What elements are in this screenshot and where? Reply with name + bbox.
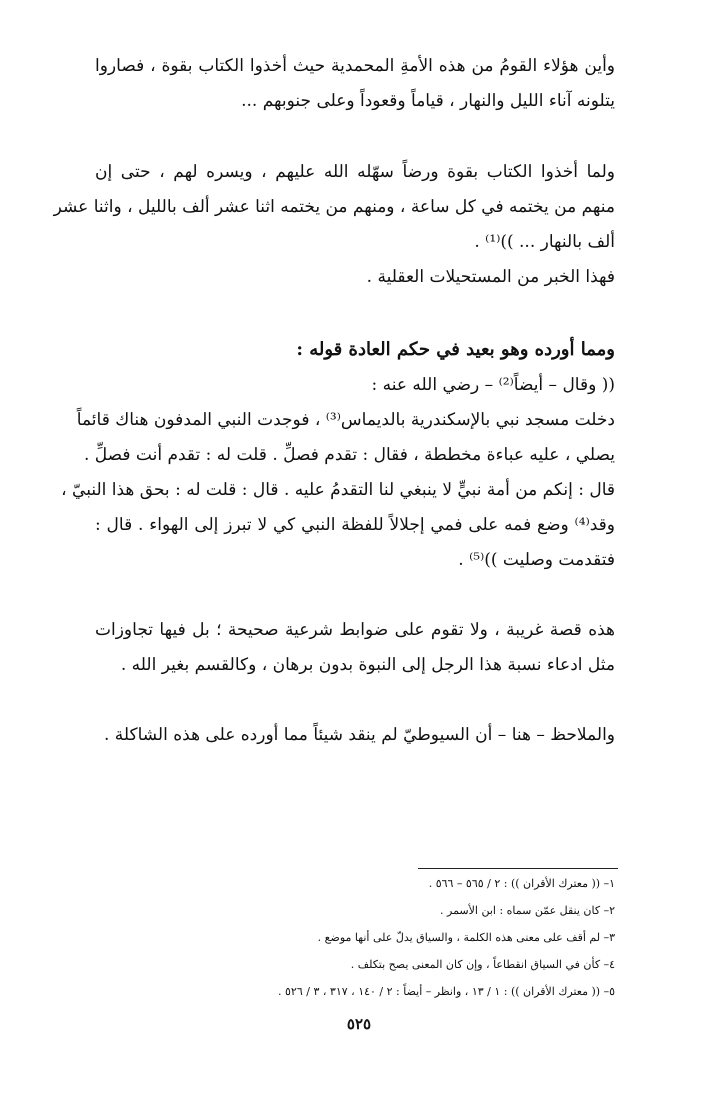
quote-line-6: فتقدمت وصليت ))⁽⁵⁾ . (458, 550, 615, 570)
footnote-divider (418, 868, 618, 869)
footnote-1: ١– (( معترك الأقران )) : ٢ / ٥٦٥ – ٥٦٦ . (428, 877, 615, 890)
footnote-4: ٤– كأن في السياق انقطاعاً ، وإن كان المعنى يصح بتكلف . (350, 958, 615, 971)
section-heading: ومما أورده وهو بعيد في حكم العادة قوله : (296, 339, 615, 360)
paragraph-4-line-1: هذه قصة غريبة ، ولا تقوم على ضوابط شرعية صحيحة ؛ بل فيها تجاوزات (95, 620, 615, 640)
quote-line-1: (( وقال – أيضاً⁽²⁾ – رضي الله عنه : (371, 375, 615, 395)
quote-line-2: دخلت مسجد نبي بالإسكندرية بالديماس⁽³⁾ ، فوجدت النبي المدفون هناك قائماً (76, 410, 615, 430)
paragraph-2-line-2: منهم من يختمه في كل ساعة ، ومنهم من يختمه اثنا عشر ألف بالليل ، واثنا عشر (53, 197, 615, 217)
paragraph-2-line-3: ألف بالنهار ... ))⁽¹⁾ . (474, 232, 615, 252)
paragraph-2-line-4: فهذا الخبر من المستحيلات العقلية . (366, 267, 615, 287)
quote-line-5: وقد⁽⁴⁾ وضع فمه على فمي إجلالاً للفظة النبي كي لا تبرز إلى الهواء . قال : (95, 515, 615, 535)
quote-line-4: قال : إنكم من أمة نبيٍّ لا ينبغي لنا التقدمُ عليه . قال : قلت له : بحق هذا النبيّ ، (61, 480, 615, 500)
paragraph-5-line-1: والملاحظ – هنا – أن السيوطيّ لم ينقد شيئاً مما أورده على هذه الشاكلة . (103, 725, 615, 745)
quote-line-3: يصلي ، عليه عباءة مخططة ، فقال : تقدم فصلِّ . قلت له : تقدم أنت فصلِّ . (83, 445, 615, 465)
paragraph-1-line-2: يتلونه آناء الليل والنهار ، قياماً وقعوداً وعلى جنوبهم ... (241, 91, 615, 111)
footnote-2: ٢– كان ينقل عمّن سماه : ابن الأسمر . (440, 904, 615, 917)
page-number: ٥٢٥ (346, 1015, 372, 1033)
footnote-5: ٥– (( معترك الأقران )) : ١ / ١٣ ، وانظر – أيضاً : ٢ / ١٤٠ ، ٣١٧ ، ٣ / ٥٢٦ . (278, 985, 615, 998)
paragraph-4-line-2: مثل ادعاء نسبة هذا الرجل إلى النبوة بدون برهان ، وكالقسم بغير الله . (120, 655, 615, 675)
footnote-3: ٣– لم أقف على معنى هذه الكلمة ، والسياق يدلّ على أنها موضع . (317, 931, 615, 944)
paragraph-1-line-1: وأين هؤلاء القومُ من هذه الأمةِ المحمدية حيث أخذوا الكتاب بقوة ، فصاروا (95, 56, 615, 76)
paragraph-2-line-1: ولما أخذوا الكتاب بقوة ورضاً سهّله الله عليهم ، ويسره لهم ، حتى إن (95, 162, 615, 182)
